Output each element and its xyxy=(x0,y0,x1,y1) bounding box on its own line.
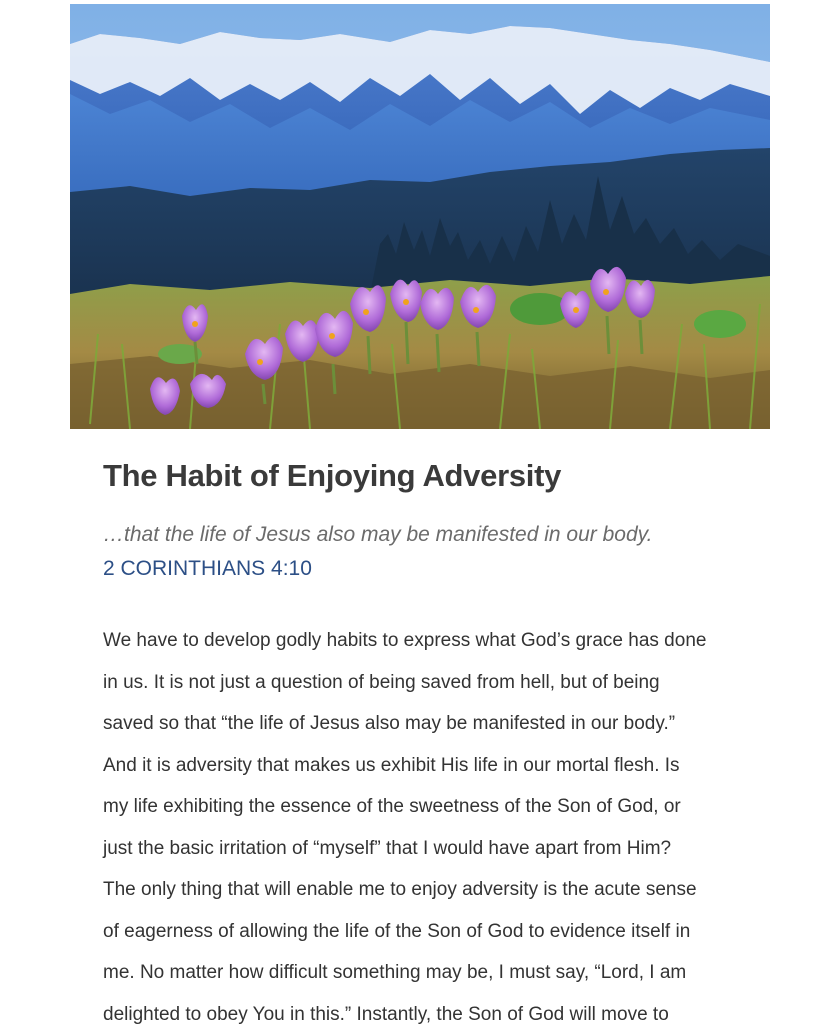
body-line: delighted to obey You in this.” Instantly, the Son of God will move to xyxy=(103,994,753,1035)
article-title: The Habit of Enjoying Adversity xyxy=(103,448,753,504)
body-line: The only thing that will enable me to enjoy adversity is the acute sense xyxy=(103,869,753,911)
body-line: just the basic irritation of “myself” that I would have apart from Him? xyxy=(103,828,753,870)
article-body xyxy=(103,620,753,1035)
body-line: And it is adversity that makes us exhibit His life in our mortal flesh. Is xyxy=(103,745,753,787)
body-line: of eagerness of allowing the life of the Son of God to evidence itself in xyxy=(103,911,753,953)
verse-quote: …that the life of Jesus also may be manifested in our body. xyxy=(103,518,753,552)
mountain-meadow-crocus-photo xyxy=(70,4,770,429)
body-line: in us. It is not just a question of being saved from hell, but of being xyxy=(103,662,753,704)
body-line: saved so that “the life of Jesus also may be manifested in our body.” xyxy=(103,703,753,745)
body-line: my life exhibiting the essence of the sweetness of the Son of God, or xyxy=(103,786,753,828)
verse-reference-link[interactable]: 2 CORINTHIANS 4:10 xyxy=(103,552,753,586)
hero-image xyxy=(70,4,770,429)
body-line: We have to develop godly habits to express what God’s grace has done xyxy=(103,620,753,662)
body-line: me. No matter how difficult something may be, I must say, “Lord, I am xyxy=(103,952,753,994)
article xyxy=(103,448,753,1035)
